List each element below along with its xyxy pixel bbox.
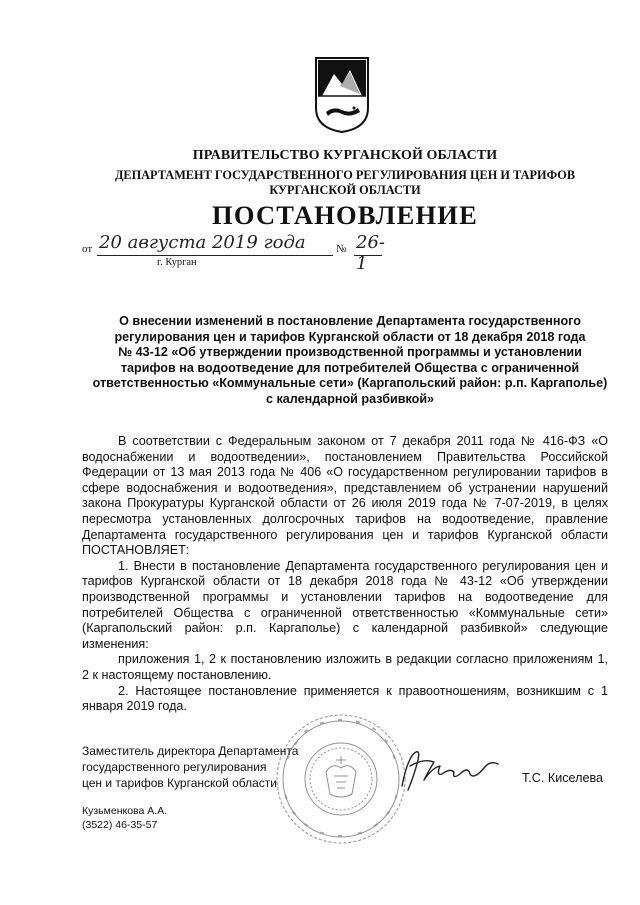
number-underline	[354, 255, 382, 256]
executor-name: Кузьменкова А.А.	[82, 805, 168, 817]
signatory-position	[82, 743, 342, 791]
government-name: ПРАВИТЕЛЬСТВО КУРГАНСКОЙ ОБЛАСТИ	[192, 148, 498, 163]
document-body	[82, 434, 608, 715]
date-number-line	[82, 232, 385, 274]
body-paragraph-preamble: В соответствии с Федеральным законом от 7 декабря 2011 года № 416-ФЗ «О водоснабжении и водоотведении», постановлением Правительства Российской Федерации от 13 мая 2013 года № 406 «О государственном регулировании тарифов в сфере водоснабжения и водоотведения», представлением об устранении нарушений закона Прокуратуры Курганской области от 26 июля 2019 года № 7-07-2019, в целях пересмотра установленных долгосрочных тарифов на водоотведение, правление Департамента государственного регулирования цен и тарифов Курганской области ПОСТАНОВЛЯЕТ:	[82, 434, 608, 558]
signatory-position-line1: Заместитель директора Департамента	[82, 744, 299, 758]
title-line: с календарной разбивкой»	[265, 391, 435, 406]
title-line: тарифов на водоотведение для потребителей Общества с ограниченной	[120, 360, 580, 375]
executor-phone: (3522) 46-35-57	[82, 819, 158, 831]
body-paragraph-item1: 1. Внести в постановление Департамента государственного регулирования цен и тарифов Курганской области от 18 декабря 2018 года № 43-12 «Об утверждении производственной программы и установлении тарифов на водоотведение для потребителей Общества с ограниченной ответственностью «Коммунальные сети» (Каргапольский район: р.п. Каргаполье) с календарной разбивкой» следующие изменения:	[82, 558, 608, 651]
city-label: г. Курган	[157, 257, 197, 268]
title-line: регулирования цен и тарифов Курганской области от 18 декабря 2018 года	[114, 329, 586, 344]
date-underline	[97, 255, 333, 256]
title-line: ответственностью «Коммунальные сети» (Каргапольский район: р.п. Каргаполье)	[92, 376, 608, 391]
signatory-position-line3: цен и тарифов Курганской области	[82, 776, 277, 790]
title-line: О внесении изменений в постановление Департамента государственного	[119, 314, 581, 328]
body-paragraph-item2: 2. Настоящее постановление применяется к правоотношениям, возникшим с 1 января 2019 года.	[82, 683, 608, 714]
body-paragraph-item1-detail: приложения 1, 2 к постановлению изложить в редакции согласно приложениям 1, 2 к настоящему постановлению.	[82, 652, 608, 682]
handwritten-date: 20 августа 2019 года	[99, 232, 306, 253]
date-prefix: от	[82, 243, 93, 255]
department-name-line2: КУРГАНСКОЙ ОБЛАСТИ	[269, 182, 421, 197]
department-name-line1: ДЕПАРТАМЕНТ ГОСУДАРСТВЕННОГО РЕГУЛИРОВАНИЯ ЦЕН И ТАРИФОВ	[114, 168, 576, 182]
signatory-position-line2: государственного регулирования	[82, 760, 267, 774]
document-type-heading: ПОСТАНОВЛЕНИЕ	[212, 200, 478, 230]
number-label: №	[336, 243, 347, 255]
document-title	[80, 314, 620, 408]
title-line: № 43-12 «Об утверждении производственной программы и установлении	[118, 345, 582, 360]
handwritten-signature	[394, 746, 506, 796]
handwritten-number: 26-1	[356, 232, 385, 274]
coat-of-arms-emblem	[314, 56, 370, 134]
executor-info	[82, 804, 167, 832]
department-name	[60, 168, 630, 197]
signatory-name: Т.С. Киселева	[522, 771, 604, 785]
